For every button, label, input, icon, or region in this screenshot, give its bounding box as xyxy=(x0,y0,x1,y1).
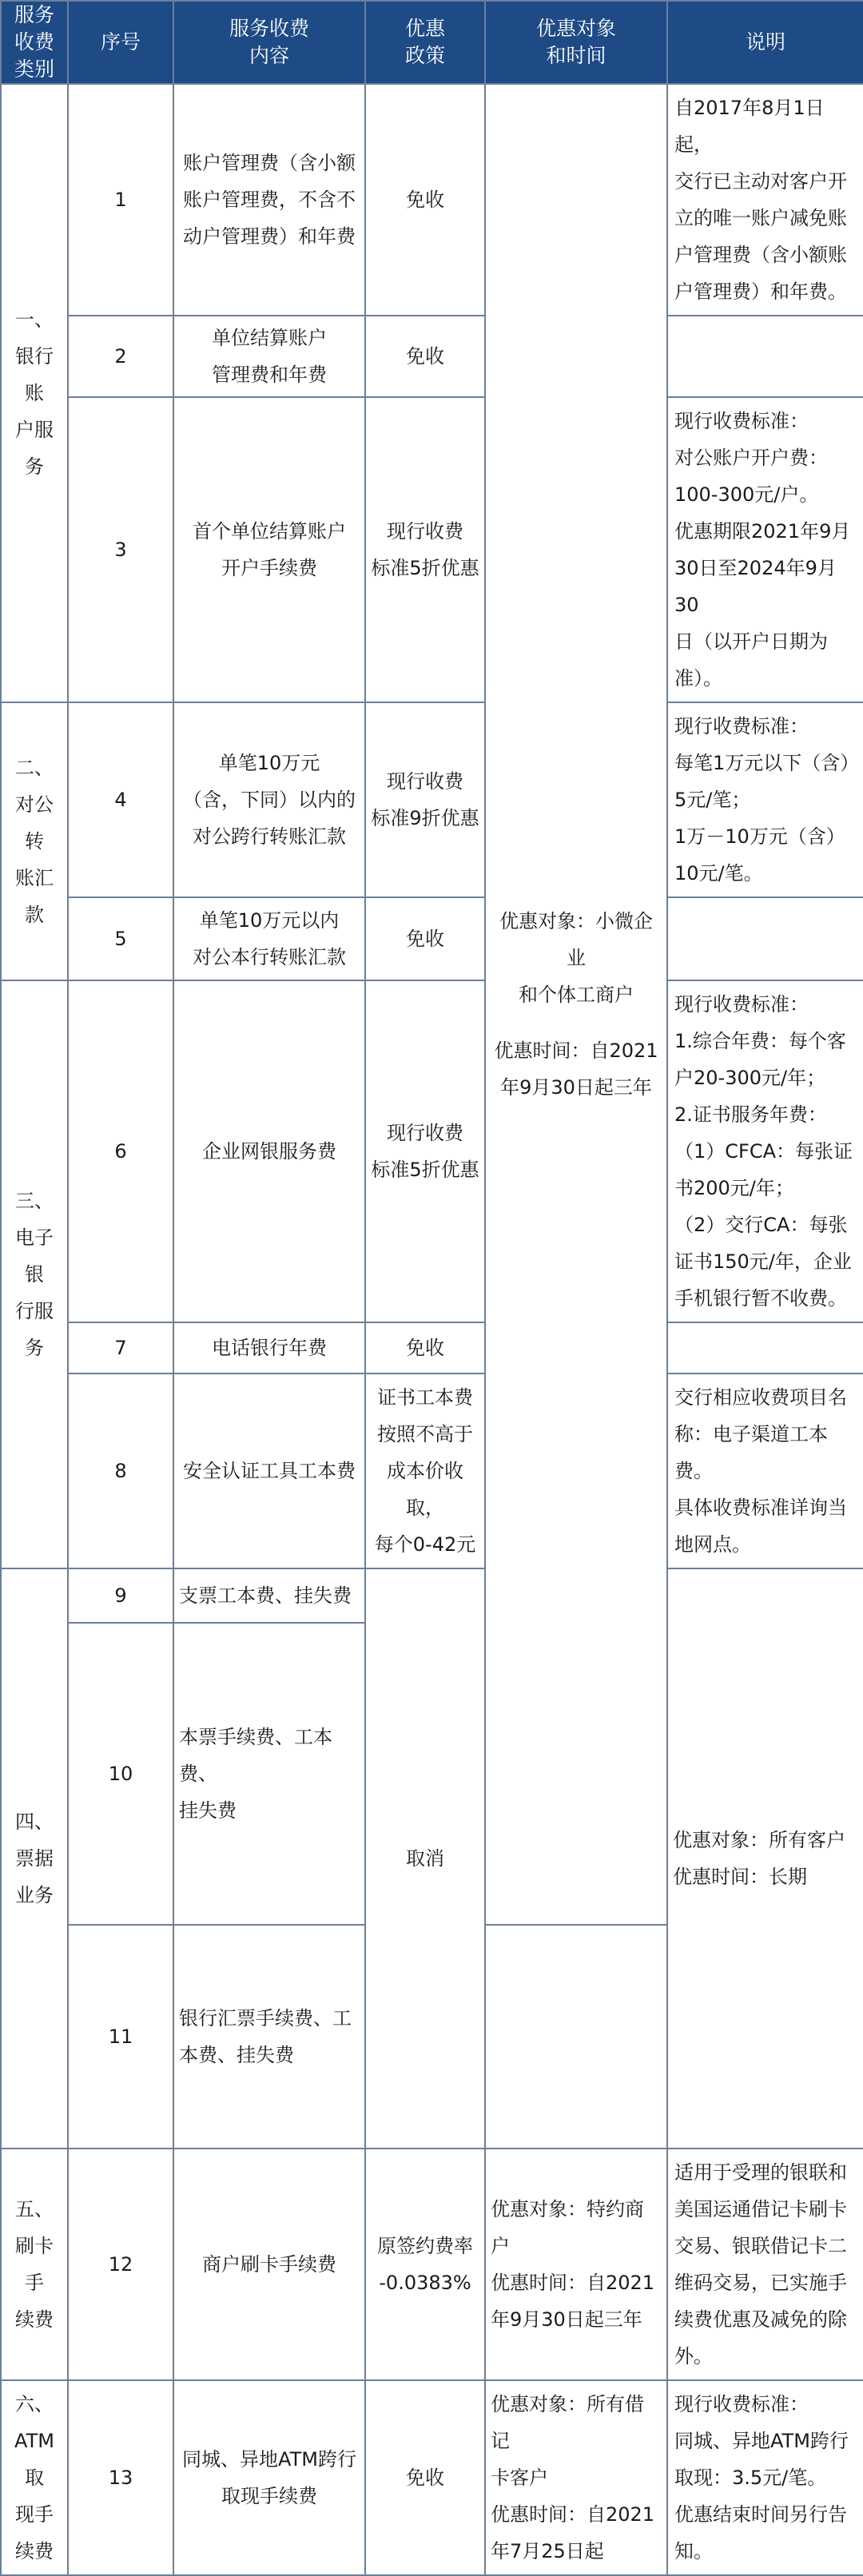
note-cell: 现行收费标准： 1.综合年费：每个客 户20-300元/年； 2.证书服务年费： （1）CFCA：每张证 书200元/年； （2）交行CA：每张 证书150元/年，企业 手机银行暂不收费。 xyxy=(667,980,863,1322)
policy-cell: 现行收费 标准5折优惠 xyxy=(365,397,485,702)
category-cell: 二、对公转 账汇款 xyxy=(1,702,68,980)
table-row xyxy=(1,397,863,702)
target-cell: 优惠对象：小微企业 和个体工商户 优惠时间：自2021 年9月30日起三年 xyxy=(485,84,667,1925)
note-cell: 现行收费标准： 每笔1万元以下（含） 5元/笔； 1万－10万元（含） 10元/笔。 xyxy=(667,702,863,897)
policy-cell: 免收 xyxy=(365,2380,485,2575)
target-cell: 优惠对象：所有客户 优惠时间：长期 xyxy=(667,1568,863,2149)
table-row xyxy=(1,702,863,897)
policy-cell: 取消 xyxy=(365,1568,485,2149)
table-header-row xyxy=(1,1,863,84)
content-cell: 电话银行年费 xyxy=(173,1322,365,1373)
target-cell: 优惠对象：特约商户 优惠时间：自2021 年9月30日起三年 xyxy=(485,2149,667,2380)
content-cell: 银行汇票手续费、工 本费、挂失费 xyxy=(173,1925,365,2149)
row-number: 2 xyxy=(68,316,173,397)
content-cell: 商户刷卡手续费 xyxy=(173,2149,365,2380)
content-cell: 单笔10万元以内 对公本行转账汇款 xyxy=(173,897,365,980)
table-row xyxy=(1,2149,863,2380)
row-number: 8 xyxy=(68,1373,173,1568)
header-content: 服务收费 内容 xyxy=(173,1,365,84)
policy-cell: 免收 xyxy=(365,84,485,316)
row-number: 5 xyxy=(68,897,173,980)
row-number: 6 xyxy=(68,980,173,1322)
table-row xyxy=(1,980,863,1322)
table-row xyxy=(1,84,863,316)
row-number: 4 xyxy=(68,702,173,897)
note-cell xyxy=(667,1322,863,1373)
policy-cell: 证书工本费 按照不高于 成本价收取， 每个0-42元 xyxy=(365,1373,485,1568)
table-row xyxy=(1,2380,863,2575)
row-number: 13 xyxy=(68,2380,173,2575)
content-cell: 企业网银服务费 xyxy=(173,980,365,1322)
row-number: 9 xyxy=(68,1568,173,1623)
target-cell: 优惠对象：所有借记 卡客户 优惠时间：自2021 年7月25日起 xyxy=(485,2380,667,2575)
category-cell: 一、银行账 户服务 xyxy=(1,84,68,702)
table-row xyxy=(1,1373,863,1568)
table-row xyxy=(1,1568,863,1623)
content-cell: 首个单位结算账户 开户手续费 xyxy=(173,397,365,702)
table-row xyxy=(1,1322,863,1373)
header-number: 序号 xyxy=(68,1,173,84)
row-number: 3 xyxy=(68,397,173,702)
policy-cell: 免收 xyxy=(365,1322,485,1373)
policy-cell: 现行收费 标准9折优惠 xyxy=(365,702,485,897)
note-cell: 交行相应收费项目名 称：电子渠道工本费。 具体收费标准详询当 地网点。 xyxy=(667,1373,863,1568)
header-target-time: 优惠对象 和时间 xyxy=(485,1,667,84)
header-category: 服务收费 类别 xyxy=(1,1,68,84)
row-number: 1 xyxy=(68,84,173,316)
policy-cell: 免收 xyxy=(365,897,485,980)
table-row xyxy=(1,897,863,980)
content-cell: 支票工本费、挂失费 xyxy=(173,1568,365,1623)
table-row xyxy=(1,316,863,397)
note-cell xyxy=(667,897,863,980)
row-number: 7 xyxy=(68,1322,173,1373)
category-cell: 五、刷卡手 续费 xyxy=(1,2149,68,2380)
content-cell: 本票手续费、工本费、 挂失费 xyxy=(173,1623,365,1925)
note-cell xyxy=(667,316,863,397)
note-cell: 适用于受理的银联和 美国运通借记卡刷卡 交易、银联借记卡二 维码交易，已实施手 续费优惠及减免的除 外。 xyxy=(667,2149,863,2380)
header-note: 说明 xyxy=(667,1,863,84)
policy-cell: 原签约费率 -0.0383% xyxy=(365,2149,485,2380)
header-policy: 优惠 政策 xyxy=(365,1,485,84)
policy-cell: 免收 xyxy=(365,316,485,397)
content-cell: 同城、异地ATM跨行 取现手续费 xyxy=(173,2380,365,2575)
content-cell: 账户管理费（含小额 账户管理费，不含不 动户管理费）和年费 xyxy=(173,84,365,316)
policy-cell: 现行收费 标准5折优惠 xyxy=(365,980,485,1322)
category-cell: 六、ATM取 现手续费 xyxy=(1,2380,68,2575)
content-cell: 安全认证工具工本费 xyxy=(173,1373,365,1568)
note-cell: 自2017年8月1日起， 交行已主动对客户开 立的唯一账户减免账 户管理费（含小额账 户管理费）和年费。 xyxy=(667,84,863,316)
category-cell: 三、电子银 行服务 xyxy=(1,980,68,1568)
row-number: 10 xyxy=(68,1623,173,1925)
content-cell: 单位结算账户 管理费和年费 xyxy=(173,316,365,397)
row-number: 12 xyxy=(68,2149,173,2380)
row-number: 11 xyxy=(68,1925,173,2149)
note-cell: 现行收费标准： 对公账户开户费： 100-300元/户。 优惠期限2021年9月 30日至2024年9月30 日（以开户日期为 准）。 xyxy=(667,397,863,702)
content-cell: 单笔10万元 （含，下同）以内的 对公跨行转账汇款 xyxy=(173,702,365,897)
category-cell: 四、票据 业务 xyxy=(1,1568,68,2149)
note-cell: 现行收费标准： 同城、异地ATM跨行 取现：3.5元/笔。 优惠结束时间另行告 知。 xyxy=(667,2380,863,2575)
